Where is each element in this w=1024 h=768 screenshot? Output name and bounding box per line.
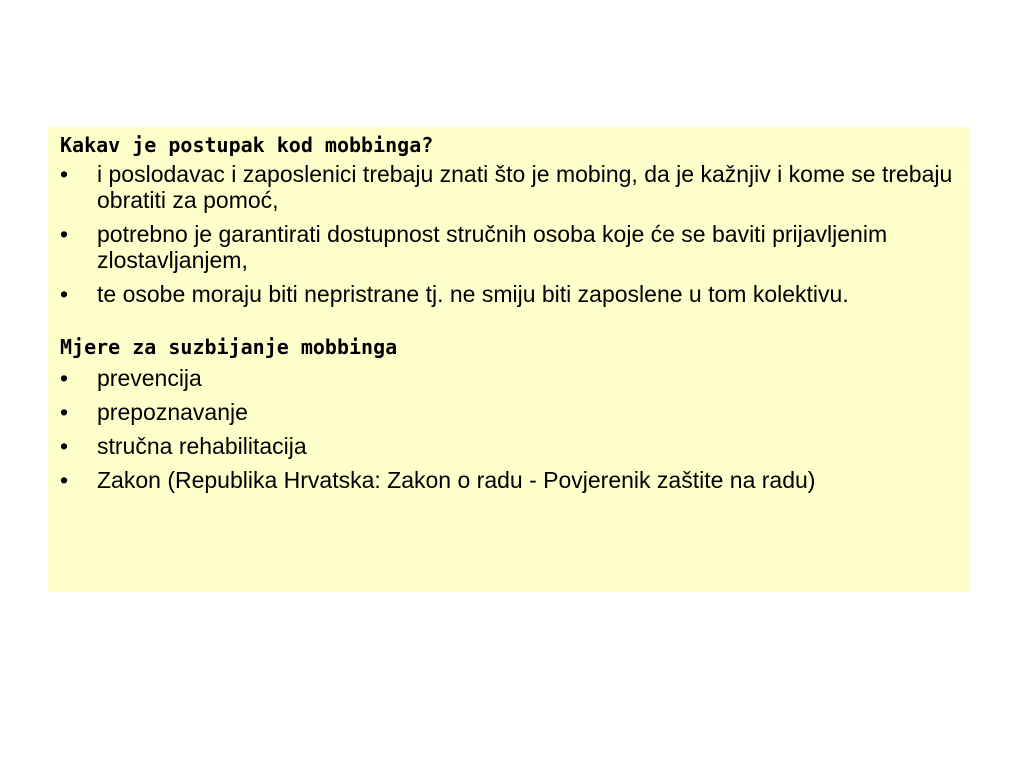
- procedure-heading: Kakav je postupak kod mobbinga?: [60, 133, 434, 157]
- procedure-list: [60, 161, 958, 307]
- list-item: [60, 221, 958, 273]
- list-item: [60, 433, 958, 459]
- list-item: [60, 399, 958, 425]
- section-spacer: [60, 315, 958, 333]
- list-item-text: stručna rehabilitacija: [97, 433, 307, 459]
- bullet-icon: •: [60, 467, 69, 493]
- bullet-icon: •: [60, 161, 69, 187]
- list-item-text: prevencija: [97, 365, 202, 391]
- bullet-icon: •: [60, 399, 69, 425]
- measures-section: [60, 333, 958, 493]
- list-item-text: potrebno je garantirati dostupnost stručnih osoba koje će se baviti prijavljenim zlostavljanjem,: [97, 221, 888, 273]
- list-item: [60, 161, 958, 213]
- content-box: [48, 127, 970, 592]
- list-item-text: te osobe moraju biti nepristrane tj. ne smiju biti zaposlene u tom kolektivu.: [97, 281, 849, 307]
- procedure-section: [60, 131, 958, 307]
- bullet-icon: •: [60, 281, 69, 307]
- bullet-icon: •: [60, 433, 69, 459]
- measures-list: [60, 365, 958, 493]
- list-item: [60, 281, 958, 307]
- bullet-icon: •: [60, 221, 69, 247]
- list-item-text: Zakon (Republika Hrvatska: Zakon o radu - Povjerenik zaštite na radu): [97, 467, 816, 493]
- bullet-icon: •: [60, 365, 69, 391]
- list-item: [60, 365, 958, 391]
- measures-heading: Mjere za suzbijanje mobbinga: [60, 335, 398, 359]
- list-item: [60, 467, 958, 493]
- list-item-text: i poslodavac i zaposlenici trebaju znati što je mobing, da je kažnjiv i kome se trebaju obratiti za pomoć,: [97, 161, 953, 213]
- list-item-text: prepoznavanje: [97, 399, 248, 425]
